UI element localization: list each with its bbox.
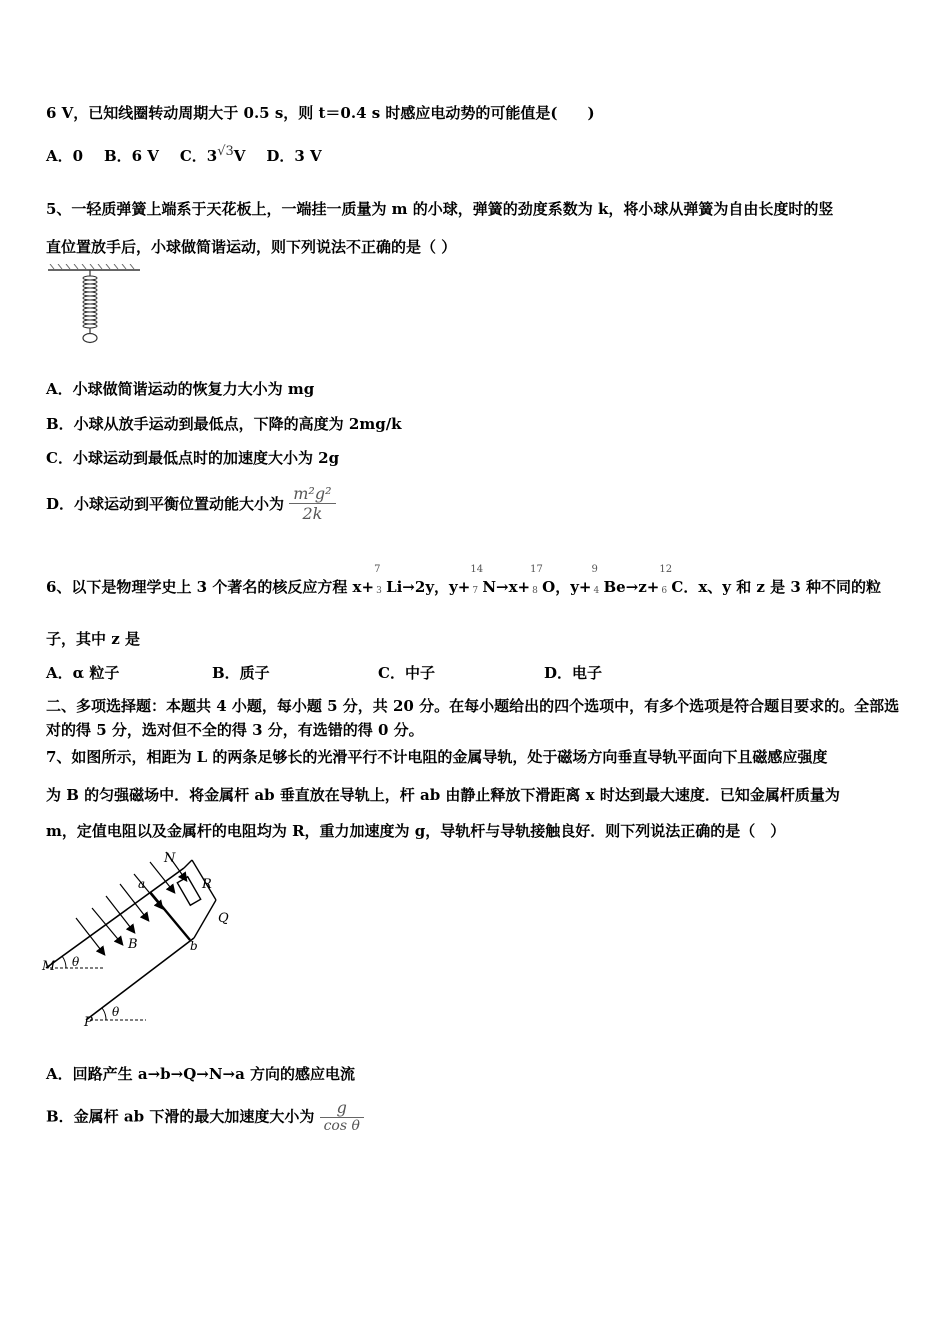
q4-option-a: A．0	[46, 147, 84, 165]
q4-options	[46, 144, 322, 166]
label-P: P	[84, 1015, 93, 1030]
q7-option-b: B．金属杆 ab 下滑的最大加速度大小为 $\frac{g}{\text{cos θ}}$	[46, 1098, 364, 1134]
isotope-o: 17 8	[530, 564, 543, 596]
label-b: b	[190, 939, 198, 953]
q7-b-fraction: $\frac{g}{\text{cos θ}}$	[320, 1098, 364, 1134]
isotope-n: 14 7	[470, 564, 484, 596]
q6-option-d: D．电子	[544, 664, 603, 682]
q4-option-b: B．6 V	[103, 147, 159, 165]
section2-header: 二、多项选择题：本题共 4 小题，每小题 5 分，共 20 分。在每小题给出的四个选项中，有多个选项是符合题目要求的。全部选对的得 5 分，选对但不全的得 3 分，有选错的得 0 分。	[46, 697, 900, 739]
label-M: M	[42, 959, 56, 974]
q7-option-a: A．回路产生 a→b→Q→N→a 方向的感应电流	[46, 1065, 356, 1083]
spring-figure	[44, 264, 144, 348]
q7-stem-line1: 7、如图所示，相距为 L 的两条足够长的光滑平行不计电阻的金属导轨，处于磁场方向垂直导轨平面向下且磁感应强度	[46, 748, 828, 766]
q5-stem-line2: 直位置放手后，小球做简谐运动，则下列说法不正确的是（ ）	[46, 238, 457, 256]
q7-stem-line3: m，定值电阻以及金属杆的电阻均为 R，重力加速度为 g，导轨杆与导轨接触良好．则下列说法正确的是（ ）	[46, 822, 786, 840]
q4-option-c: C．3√3V	[179, 144, 246, 165]
q6-stem-line2: 子，其中 z 是	[46, 630, 140, 648]
label-R: R	[202, 877, 212, 892]
isotope-c: 12 6	[659, 564, 673, 596]
q6-options	[46, 662, 602, 683]
q4-line: 6 V，已知线圈转动周期大于 0.5 s，则 t＝0.4 s 时感应电动势的可能值是( )	[46, 104, 595, 122]
label-B: B	[128, 937, 138, 952]
rail-figure	[40, 848, 250, 1030]
label-theta-1: θ	[72, 955, 80, 969]
label-a: a	[138, 877, 146, 891]
q6-option-b: B．质子	[212, 664, 270, 682]
q5-option-a: A．小球做简谐运动的恢复力大小为 mg	[46, 380, 315, 398]
label-N: N	[164, 851, 176, 866]
q6-stem-line1: 6、以下是物理学史上 3 个著名的核反应方程 x+ 7 3 Li→2y，y+ 14 7 N→x+ 17 8 O，y+ 9 4 Be→z+ 12 6 C．x、y 和 z 是 3 种不同的粒	[46, 564, 882, 596]
q7-stem-line2: 为 B 的匀强磁场中．将金属杆 ab 垂直放在导轨上，杆 ab 由静止释放下滑距离 x 时达到最大速度．已知金属杆质量为	[46, 786, 840, 804]
label-Q: Q	[218, 911, 229, 926]
q5-stem-line1: 5、一轻质弹簧上端系于天花板上，一端挂一质量为 m 的小球，弹簧的劲度系数为 k，将小球从弹簧为自由长度时的竖	[46, 200, 834, 218]
q5-option-b: B．小球从放手运动到最低点，下降的高度为 2mg/k	[46, 415, 402, 433]
isotope-be: 9 4	[591, 564, 600, 596]
q6-option-a: A．α 粒子	[46, 664, 120, 682]
q4-option-d: D．3 V	[266, 147, 322, 165]
q5-d-fraction: $\frac{\text{m²g²}}{2k}$	[289, 484, 335, 523]
q5-option-d: D．小球运动到平衡位置动能大小为 $\frac{\text{m²g²}}{2k}$	[46, 484, 336, 523]
q6-option-c: C．中子	[378, 664, 435, 682]
isotope-li: 7 3	[374, 564, 382, 596]
q5-option-c: C．小球运动到最低点时的加速度大小为 2g	[46, 449, 340, 467]
label-theta-2: θ	[112, 1005, 120, 1019]
